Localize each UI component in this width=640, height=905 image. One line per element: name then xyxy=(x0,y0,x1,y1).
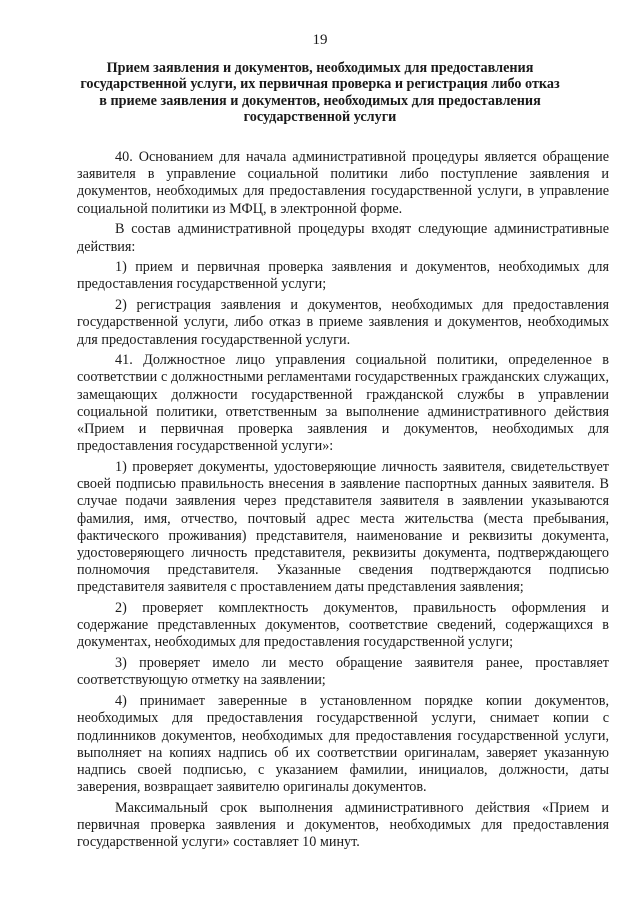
paragraph-41: 41. Должностное лицо управления социальной политики, определенное в соответствии с должностными регламентами государственных гражданских служащих, замещающих должности государственной гражданской службы в управлении социальной политики, ответственным за выполнение административного действия «Прием и первичная проверка заявления и документов, необходимых для предоставления государственной услуги»: xyxy=(77,352,609,455)
list-item-check-4: 4) принимает заверенные в установленном порядке копии документов, необходимых для предоставления государственной услуги, снимает копии с подлинников документов, необходимых для предоставления государственной услуги, выполняет на копиях надпись об их соответствии оригиналам, заверяет указанную надпись своей подписью, с указанием фамилии, инициалов, должности, даты заверения, возвращает заявителю оригиналы документов. xyxy=(77,693,609,796)
list-item-check-2: 2) проверяет комплектность документов, правильность оформления и содержание представленных документов, соответствие сведений, содержащихся в документах, необходимых для предоставления государственной услуги; xyxy=(77,600,609,651)
paragraph-actions-intro: В состав административной процедуры входят следующие административные действия: xyxy=(77,221,609,255)
document-body xyxy=(77,149,609,855)
section-title: Прием заявления и документов, необходимых для предоставления государственной услуги, их первичная проверка и регистрация либо отказ в приеме заявления и документов, необходимых для предоставления государственной услуги xyxy=(80,60,560,126)
list-item-check-1: 1) проверяет документы, удостоверяющие личность заявителя, свидетельствует своей подписью правильность внесения в заявление паспортных данных заявителя. В случае подачи заявления через представителя заявителя в заявлении указываются фамилия, имя, отчество, почтовый адрес места жительства (места пребывания, фактического проживания) представителя, наименование и реквизиты документа, удостоверяющего личность представителя, реквизиты документа, подтверждающего полномочия представителя. Указанные сведения подтверждаются подписью представителя заявителя с проставлением даты представления заявления; xyxy=(77,458,609,596)
list-item-action-1: 1) прием и первичная проверка заявления и документов, необходимых для предоставления государственной услуги; xyxy=(77,259,609,293)
page-number: 19 xyxy=(312,32,328,48)
list-item-action-2: 2) регистрация заявления и документов, необходимых для предоставления государственной услуги, либо отказ в приеме заявления и документов, необходимых для предоставления государственной услуги. xyxy=(77,297,609,348)
list-item-check-3: 3) проверяет имело ли место обращение заявителя ранее, проставляет соответствующую отметку на заявлении; xyxy=(77,655,609,689)
paragraph-max-time: Максимальный срок выполнения административного действия «Прием и первичная проверка заявления и документов, необходимых для предоставления государственной услуги» составляет 10 минут. xyxy=(77,799,609,851)
paragraph-40: 40. Основанием для начала административной процедуры является обращение заявителя в управление социальной политики либо поступление заявления и документов, необходимых для предоставления государственной услуги, в управление социальной политики из МФЦ, в электронной форме. xyxy=(77,149,609,217)
